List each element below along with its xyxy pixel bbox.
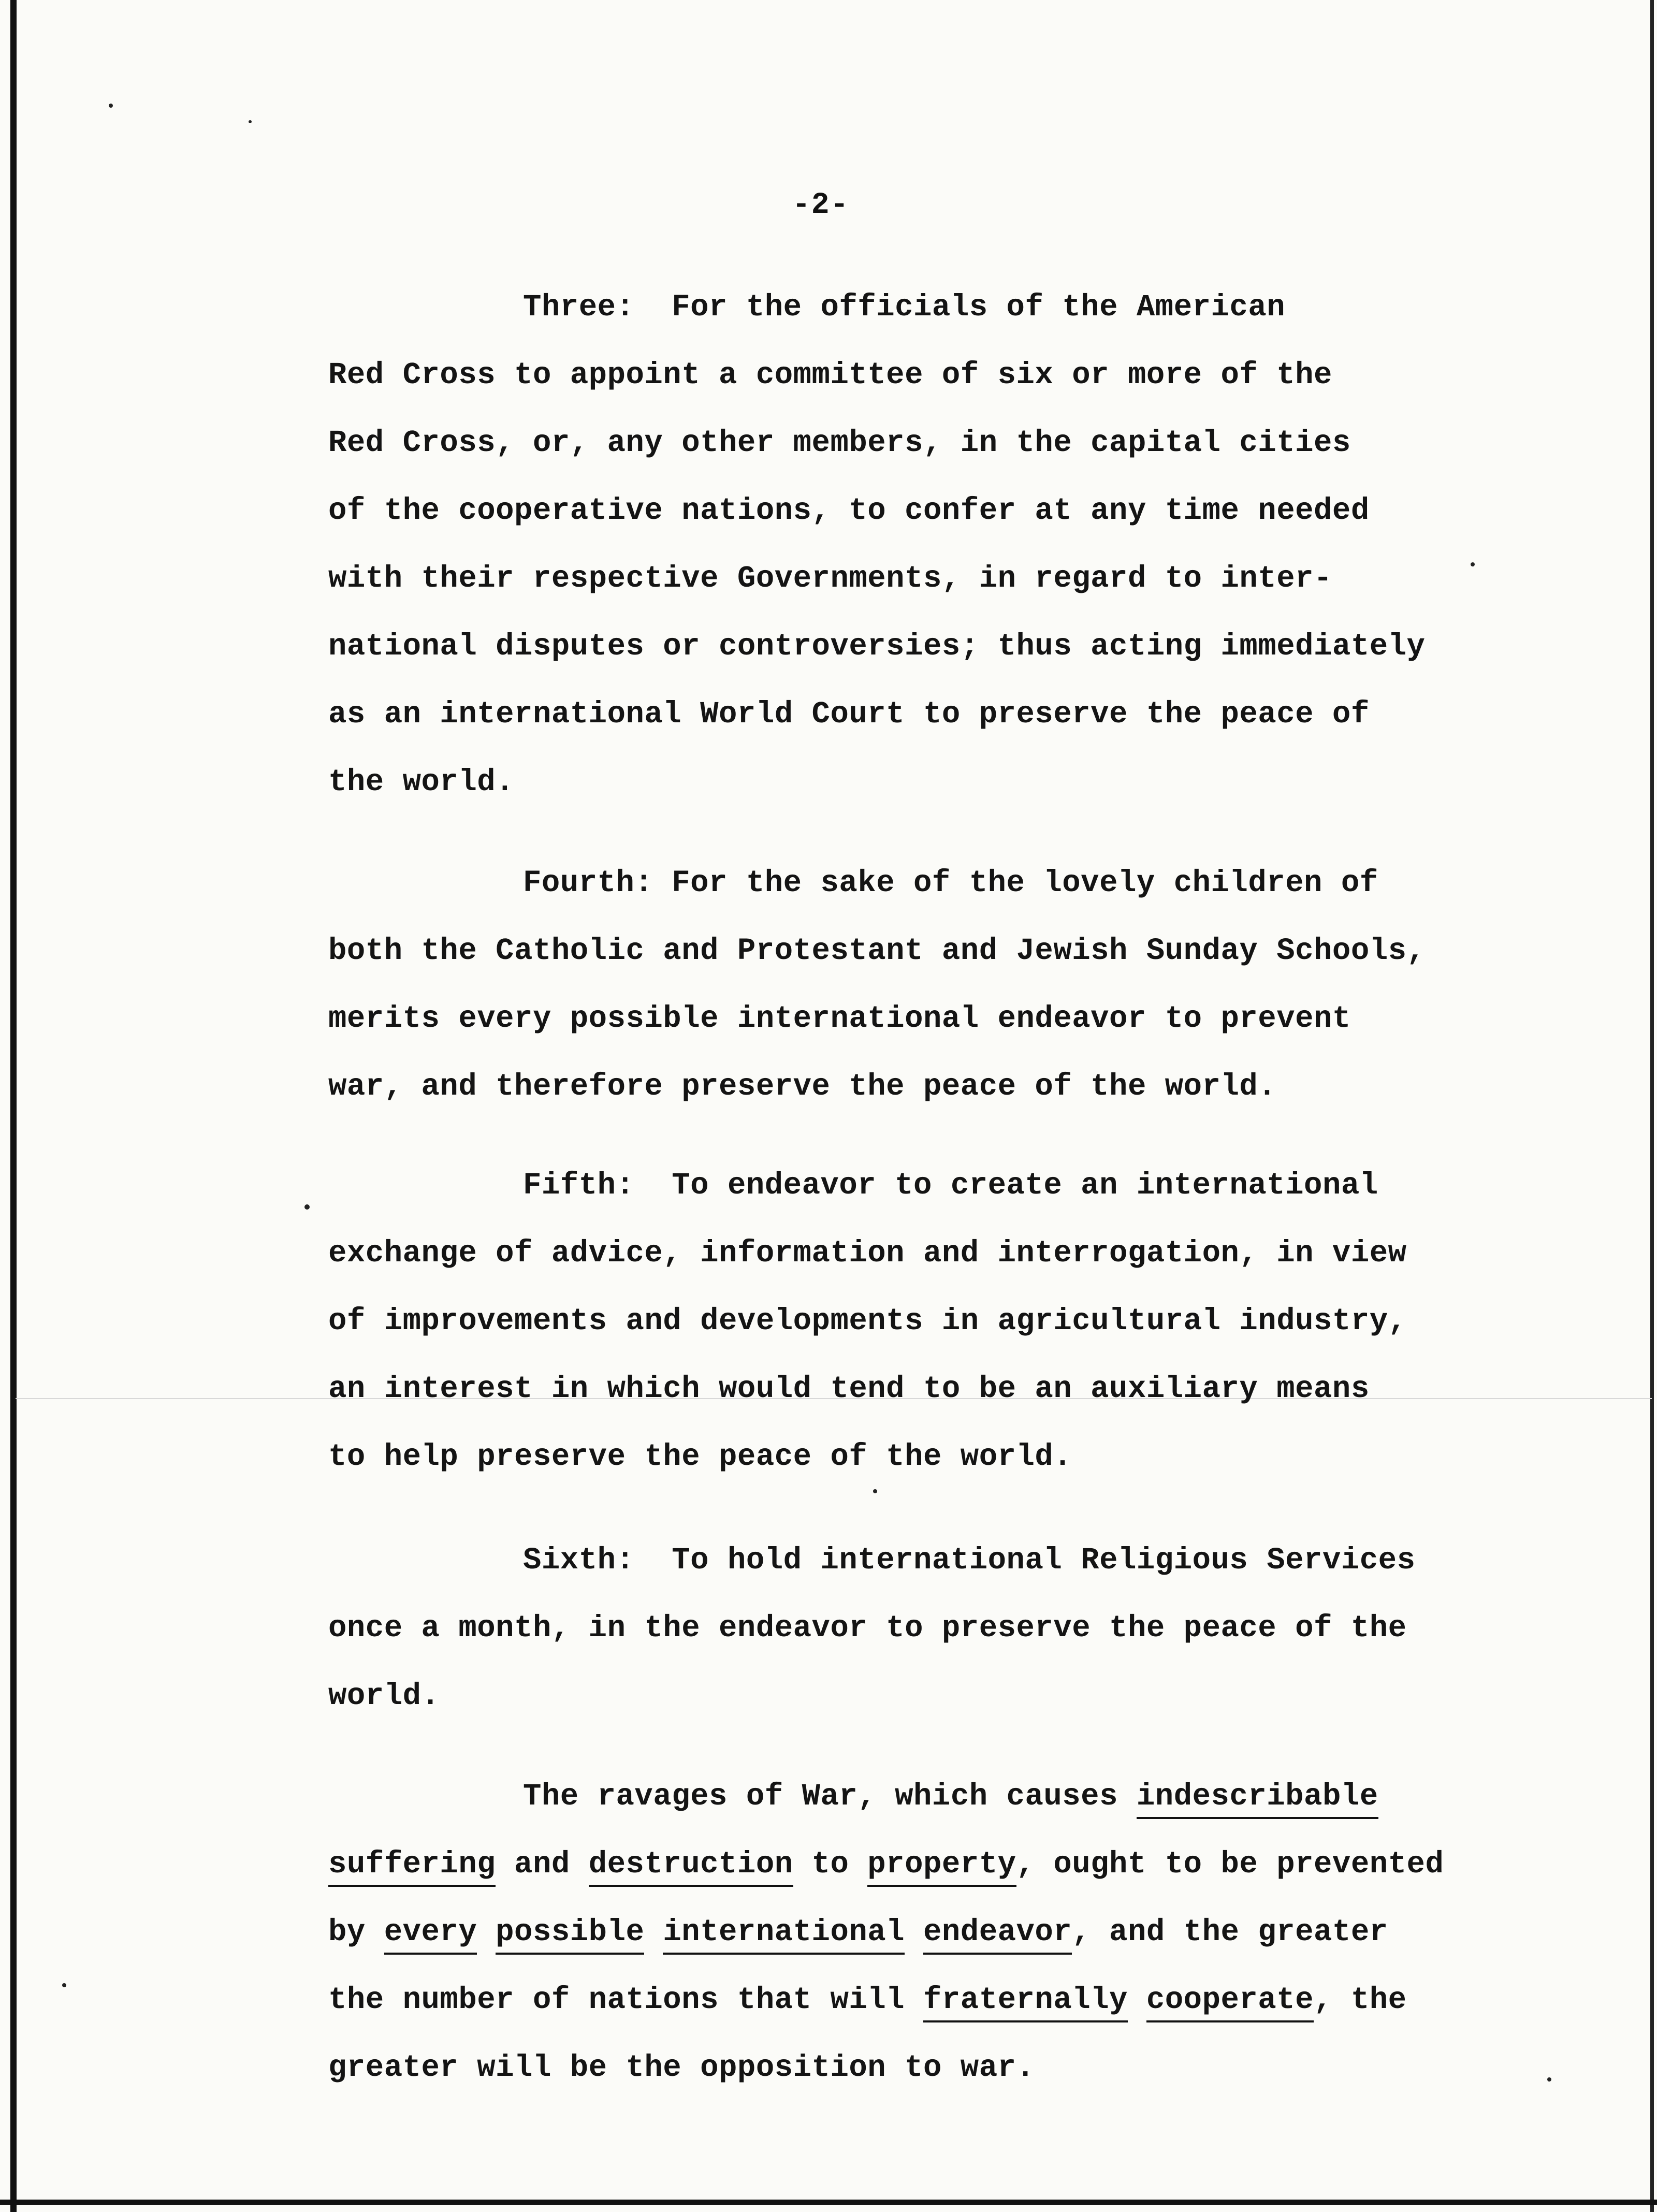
speck: [1547, 2077, 1551, 2082]
page-number: -2-: [792, 188, 850, 222]
speck: [873, 1489, 877, 1493]
paragraph-three-line: as an international World Court to preserve the peace of: [328, 697, 1370, 732]
underlined-word: suffering: [328, 1847, 496, 1887]
underlined-word: destruction: [589, 1847, 793, 1887]
paragraph-fourth-line: Fourth: For the sake of the lovely children of: [523, 866, 1378, 900]
speck: [1471, 562, 1475, 566]
underlined-word: endeavor: [923, 1915, 1072, 1955]
paragraph-fourth-line: merits every possible international endeavor to prevent: [328, 1001, 1351, 1036]
paragraph-fourth-line: war, and therefore preserve the peace of the world.: [328, 1069, 1277, 1104]
paragraph-sixth-line: Sixth: To hold international Religious Services: [523, 1543, 1416, 1578]
underlined-word: fraternally: [923, 1983, 1128, 2022]
text-run: the number of nations that will: [328, 1983, 923, 2017]
text-run: [905, 1915, 923, 1949]
text-run: [1128, 1983, 1146, 2017]
page-edge-left: [10, 0, 17, 2212]
underlined-word: property: [867, 1847, 1016, 1887]
text-run: and: [496, 1847, 589, 1882]
paragraph-fifth-line: an interest in which would tend to be an auxiliary means: [328, 1372, 1370, 1406]
speck: [249, 120, 252, 123]
paragraph-sixth-line: world.: [328, 1679, 440, 1713]
paragraph-three-line: of the cooperative nations, to confer at any time needed: [328, 493, 1370, 528]
underlined-word: cooperate: [1146, 1983, 1314, 2022]
paragraph-fifth-line: exchange of advice, information and interrogation, in view: [328, 1236, 1407, 1271]
text-run: to: [793, 1847, 868, 1882]
paragraph-fourth-line: both the Catholic and Protestant and Jewish Sunday Schools,: [328, 934, 1426, 968]
paragraph-three-line: Three: For the officials of the American: [523, 290, 1286, 325]
underlined-word: indescribable: [1137, 1779, 1378, 1819]
page-edge-bottom: [0, 2200, 1657, 2205]
paragraph-sixth-line: once a month, in the endeavor to preserve the peace of the: [328, 1611, 1407, 1646]
page-edge-right: [1650, 0, 1654, 2212]
text-run: by: [328, 1915, 384, 1949]
text-run: , the: [1314, 1983, 1407, 2017]
paragraph-three-line: the world.: [328, 765, 515, 799]
underlined-word: international: [663, 1915, 905, 1955]
paragraph-fifth-line: of improvements and developments in agricultural industry,: [328, 1304, 1407, 1338]
text-run: [644, 1915, 663, 1949]
paragraph-fifth-line: to help preserve the peace of the world.: [328, 1439, 1072, 1474]
paragraph-closing-line: [328, 1915, 1388, 1949]
paragraph-closing-line: [523, 1779, 1378, 1814]
underlined-word: every: [384, 1915, 477, 1955]
paragraph-three-line: national disputes or controversies; thus acting immediately: [328, 629, 1426, 664]
text-run: , ought to be prevented: [1016, 1847, 1444, 1882]
text-run: The ravages of War, which causes: [523, 1779, 1137, 1814]
speck: [109, 104, 113, 108]
paragraph-closing-line: greater will be the opposition to war.: [328, 2050, 1035, 2085]
text-run: [477, 1915, 496, 1949]
paragraph-three-line: with their respective Governments, in regard to inter-: [328, 561, 1332, 596]
speck: [304, 1204, 310, 1210]
speck: [62, 1983, 66, 1987]
paragraph-three-line: Red Cross to appoint a committee of six or more of the: [328, 358, 1332, 392]
paragraph-fifth-line: Fifth: To endeavor to create an international: [523, 1168, 1378, 1203]
paragraph-three-line: Red Cross, or, any other members, in the capital cities: [328, 426, 1351, 460]
paragraph-closing-line: [328, 1847, 1444, 1882]
text-run: , and the greater: [1072, 1915, 1388, 1949]
underlined-word: possible: [496, 1915, 644, 1955]
paragraph-closing-line: [328, 1983, 1407, 2017]
